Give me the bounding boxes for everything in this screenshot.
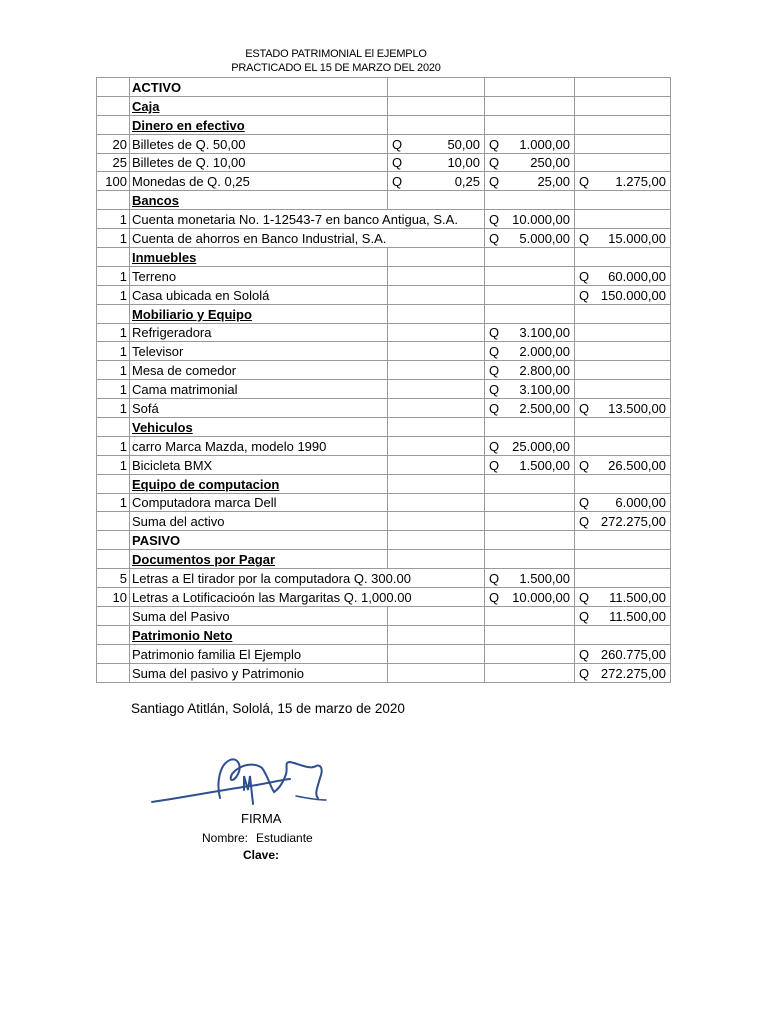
amount-cell xyxy=(575,210,671,229)
quantity-cell: 1 xyxy=(97,380,130,399)
description-cell: Bancos xyxy=(130,191,388,210)
amount-value: 260.775,00 xyxy=(600,646,666,662)
amount-cell xyxy=(485,78,575,97)
amount-cell xyxy=(575,550,671,569)
amount-cell xyxy=(575,134,671,153)
currency-symbol: Q xyxy=(579,231,590,247)
amount-cell xyxy=(575,663,671,682)
currency-symbol: Q xyxy=(489,174,500,190)
amount-cell xyxy=(485,153,575,172)
amount-cell xyxy=(388,191,485,210)
amount-value: 13.500,00 xyxy=(608,401,666,417)
name-label: Nombre: xyxy=(202,831,249,845)
quantity-cell: 25 xyxy=(97,153,130,172)
key-label: Clave: xyxy=(243,848,280,862)
amount-value: 272.275,00 xyxy=(600,665,666,681)
table-row xyxy=(97,134,671,153)
quantity-cell xyxy=(97,191,130,210)
amount-cell xyxy=(575,436,671,455)
currency-symbol: Q xyxy=(579,174,590,190)
amount-cell xyxy=(485,172,575,191)
amount-cell xyxy=(388,153,485,172)
quantity-cell: 1 xyxy=(97,493,130,512)
amount-value: 272.275,00 xyxy=(600,514,666,530)
amount-cell xyxy=(485,323,575,342)
description-cell: Letras a El tirador por la computadora Q. 300.00 xyxy=(130,569,485,588)
currency-symbol: Q xyxy=(579,287,590,303)
description-cell: Inmuebles xyxy=(130,248,388,267)
currency-symbol: Q xyxy=(489,136,500,152)
table-row xyxy=(97,304,671,323)
description-cell: Refrigeradora xyxy=(130,323,388,342)
balance-sheet-body xyxy=(97,78,671,683)
amount-cell xyxy=(485,96,575,115)
amount-cell xyxy=(485,531,575,550)
table-row xyxy=(97,210,671,229)
quantity-cell: 1 xyxy=(97,455,130,474)
amount-cell xyxy=(485,191,575,210)
amount-cell xyxy=(575,266,671,285)
amount-cell xyxy=(485,606,575,625)
currency-symbol: Q xyxy=(489,363,500,379)
amount-cell xyxy=(388,115,485,134)
amount-cell xyxy=(485,285,575,304)
table-row xyxy=(97,436,671,455)
table-row xyxy=(97,493,671,512)
amount-cell xyxy=(388,531,485,550)
table-row xyxy=(97,96,671,115)
amount-cell xyxy=(575,474,671,493)
quantity-cell xyxy=(97,418,130,437)
amount-cell xyxy=(388,285,485,304)
amount-cell xyxy=(575,153,671,172)
description-cell: Billetes de Q. 10,00 xyxy=(130,153,388,172)
quantity-cell xyxy=(97,663,130,682)
amount-cell xyxy=(485,134,575,153)
table-row xyxy=(97,266,671,285)
quantity-cell xyxy=(97,78,130,97)
amount-cell xyxy=(388,455,485,474)
currency-symbol: Q xyxy=(489,325,500,341)
description-cell: Computadora marca Dell xyxy=(130,493,388,512)
amount-value: 25,00 xyxy=(537,174,570,190)
quantity-cell: 1 xyxy=(97,266,130,285)
statement-title: ESTADO PATRIMONIAL El EJEMPLO xyxy=(245,48,427,60)
amount-cell xyxy=(388,96,485,115)
statement-subtitle: PRACTICADO EL 15 DE MARZO DEL 2020 xyxy=(231,62,441,74)
quantity-cell: 1 xyxy=(97,342,130,361)
amount-cell xyxy=(575,512,671,531)
table-row xyxy=(97,78,671,97)
amount-cell xyxy=(485,210,575,229)
description-cell: Suma del pasivo y Patrimonio xyxy=(130,663,388,682)
amount-value: 1.500,00 xyxy=(519,457,570,473)
table-row xyxy=(97,418,671,437)
table-row xyxy=(97,606,671,625)
table-row xyxy=(97,380,671,399)
table-row xyxy=(97,512,671,531)
quantity-cell xyxy=(97,512,130,531)
description-cell: ACTIVO xyxy=(130,78,388,97)
amount-cell xyxy=(575,644,671,663)
amount-cell xyxy=(575,115,671,134)
quantity-cell xyxy=(97,115,130,134)
amount-cell xyxy=(388,644,485,663)
table-row xyxy=(97,455,671,474)
balance-sheet-table xyxy=(96,77,671,683)
table-row xyxy=(97,399,671,418)
amount-cell xyxy=(485,474,575,493)
amount-cell xyxy=(485,229,575,248)
quantity-cell: 100 xyxy=(97,172,130,191)
amount-cell xyxy=(388,304,485,323)
amount-cell xyxy=(485,569,575,588)
amount-cell xyxy=(575,361,671,380)
description-cell: Patrimonio familia El Ejemplo xyxy=(130,644,388,663)
quantity-cell: 5 xyxy=(97,569,130,588)
currency-symbol: Q xyxy=(579,608,590,624)
amount-value: 10,00 xyxy=(447,155,480,171)
description-cell: Cama matrimonial xyxy=(130,380,388,399)
amount-cell xyxy=(485,625,575,644)
currency-symbol: Q xyxy=(489,155,500,171)
amount-value: 1.500,00 xyxy=(519,571,570,587)
description-cell: Terreno xyxy=(130,266,388,285)
amount-cell xyxy=(575,455,671,474)
amount-cell xyxy=(575,304,671,323)
quantity-cell: 10 xyxy=(97,588,130,607)
description-cell: Suma del Pasivo xyxy=(130,606,388,625)
amount-value: 60.000,00 xyxy=(608,268,666,284)
amount-cell xyxy=(485,248,575,267)
currency-symbol: Q xyxy=(489,231,500,247)
amount-value: 15.000,00 xyxy=(608,231,666,247)
amount-cell xyxy=(388,663,485,682)
amount-cell xyxy=(485,493,575,512)
description-cell: Dinero en efectivo xyxy=(130,115,388,134)
description-cell: Casa ubicada en Sololá xyxy=(130,285,388,304)
amount-cell xyxy=(388,323,485,342)
amount-cell xyxy=(575,399,671,418)
amount-cell xyxy=(485,455,575,474)
table-row xyxy=(97,115,671,134)
currency-symbol: Q xyxy=(489,589,500,605)
amount-cell xyxy=(575,380,671,399)
amount-cell xyxy=(388,172,485,191)
table-row xyxy=(97,625,671,644)
table-row xyxy=(97,229,671,248)
amount-cell xyxy=(388,418,485,437)
currency-symbol: Q xyxy=(579,401,590,417)
table-row xyxy=(97,663,671,682)
quantity-cell: 1 xyxy=(97,210,130,229)
amount-cell xyxy=(575,606,671,625)
quantity-cell xyxy=(97,644,130,663)
amount-cell xyxy=(388,512,485,531)
amount-value: 2.000,00 xyxy=(519,344,570,360)
amount-cell xyxy=(388,134,485,153)
quantity-cell xyxy=(97,248,130,267)
amount-cell xyxy=(485,512,575,531)
table-row xyxy=(97,531,671,550)
table-row xyxy=(97,474,671,493)
amount-cell xyxy=(388,380,485,399)
amount-cell xyxy=(388,248,485,267)
amount-cell xyxy=(485,550,575,569)
table-row xyxy=(97,285,671,304)
amount-value: 11.500,00 xyxy=(609,608,666,624)
amount-cell xyxy=(575,285,671,304)
amount-cell xyxy=(575,323,671,342)
amount-value: 6.000,00 xyxy=(615,495,666,511)
amount-cell xyxy=(388,606,485,625)
amount-value: 0,25 xyxy=(454,174,480,190)
amount-cell xyxy=(575,191,671,210)
amount-cell xyxy=(388,78,485,97)
currency-symbol: Q xyxy=(579,495,590,511)
description-cell: Mesa de comedor xyxy=(130,361,388,380)
description-cell: Equipo de computacion xyxy=(130,474,388,493)
description-cell: Monedas de Q. 0,25 xyxy=(130,172,388,191)
amount-cell xyxy=(575,229,671,248)
amount-cell xyxy=(575,172,671,191)
amount-cell xyxy=(485,266,575,285)
currency-symbol: Q xyxy=(579,665,590,681)
amount-cell xyxy=(575,96,671,115)
amount-cell xyxy=(575,78,671,97)
quantity-cell xyxy=(97,550,130,569)
currency-symbol: Q xyxy=(579,457,590,473)
table-row xyxy=(97,172,671,191)
amount-cell xyxy=(388,493,485,512)
currency-symbol: Q xyxy=(392,174,403,190)
currency-symbol: Q xyxy=(579,514,590,530)
currency-symbol: Q xyxy=(579,589,590,605)
amount-value: 50,00 xyxy=(447,136,480,152)
description-cell: Letras a Lotificacioón las Margaritas Q. 1,000.00 xyxy=(130,588,485,607)
quantity-cell: 1 xyxy=(97,285,130,304)
amount-cell xyxy=(388,436,485,455)
amount-value: 25.000,00 xyxy=(512,438,570,454)
currency-symbol: Q xyxy=(489,457,500,473)
currency-symbol: Q xyxy=(489,438,500,454)
currency-symbol: Q xyxy=(392,155,403,171)
table-row xyxy=(97,588,671,607)
description-cell: Mobiliario y Equipo xyxy=(130,304,388,323)
amount-cell xyxy=(388,266,485,285)
amount-cell xyxy=(388,625,485,644)
table-row xyxy=(97,342,671,361)
amount-value: 1.275,00 xyxy=(615,174,666,190)
place-date: Santiago Atitlán, Sololá, 15 de marzo de 2020 xyxy=(131,701,405,716)
description-cell: Cuenta monetaria No. 1-12543-7 en banco Antigua, S.A. xyxy=(130,210,485,229)
currency-symbol: Q xyxy=(489,382,500,398)
currency-symbol: Q xyxy=(489,344,500,360)
quantity-cell: 1 xyxy=(97,229,130,248)
amount-cell xyxy=(485,399,575,418)
amount-cell xyxy=(485,663,575,682)
currency-symbol: Q xyxy=(489,571,500,587)
quantity-cell: 1 xyxy=(97,323,130,342)
amount-value: 10.000,00 xyxy=(512,589,570,605)
amount-cell xyxy=(575,418,671,437)
amount-value: 250,00 xyxy=(530,155,570,171)
quantity-cell: 1 xyxy=(97,399,130,418)
description-cell: Suma del activo xyxy=(130,512,388,531)
table-row xyxy=(97,569,671,588)
amount-value: 2.500,00 xyxy=(519,401,570,417)
amount-cell xyxy=(575,342,671,361)
amount-value: 1.000,00 xyxy=(519,136,570,152)
amount-cell xyxy=(388,361,485,380)
table-row xyxy=(97,644,671,663)
amount-cell xyxy=(575,248,671,267)
amount-value: 26.500,00 xyxy=(608,457,666,473)
amount-value: 11.500,00 xyxy=(609,589,666,605)
description-cell: Documentos por Pagar xyxy=(130,550,388,569)
description-cell: Vehiculos xyxy=(130,418,388,437)
amount-value: 2.800,00 xyxy=(519,363,570,379)
amount-cell xyxy=(575,531,671,550)
amount-cell xyxy=(388,550,485,569)
description-cell: Sofá xyxy=(130,399,388,418)
amount-cell xyxy=(485,418,575,437)
description-cell: carro Marca Mazda, modelo 1990 xyxy=(130,436,388,455)
currency-symbol: Q xyxy=(489,212,500,228)
amount-cell xyxy=(485,380,575,399)
description-cell: Bicicleta BMX xyxy=(130,455,388,474)
amount-cell xyxy=(575,588,671,607)
amount-cell xyxy=(485,304,575,323)
quantity-cell xyxy=(97,625,130,644)
amount-cell xyxy=(575,625,671,644)
name-line xyxy=(202,831,313,845)
quantity-cell: 1 xyxy=(97,361,130,380)
name-value: Estudiante xyxy=(256,831,313,845)
currency-symbol: Q xyxy=(579,646,590,662)
amount-value: 3.100,00 xyxy=(519,382,570,398)
amount-cell xyxy=(575,569,671,588)
description-cell: PASIVO xyxy=(130,531,388,550)
table-row xyxy=(97,153,671,172)
amount-cell xyxy=(485,361,575,380)
amount-cell xyxy=(485,342,575,361)
description-cell: Televisor xyxy=(130,342,388,361)
amount-cell xyxy=(485,115,575,134)
currency-symbol: Q xyxy=(489,401,500,417)
amount-value: 150.000,00 xyxy=(600,287,666,303)
quantity-cell xyxy=(97,606,130,625)
signature-label: FIRMA xyxy=(241,811,282,826)
table-row xyxy=(97,361,671,380)
description-cell: Billetes de Q. 50,00 xyxy=(130,134,388,153)
description-cell: Patrimonio Neto xyxy=(130,625,388,644)
description-cell: Caja xyxy=(130,96,388,115)
table-row xyxy=(97,323,671,342)
quantity-cell xyxy=(97,304,130,323)
amount-value: 10.000,00 xyxy=(512,212,570,228)
quantity-cell: 1 xyxy=(97,436,130,455)
amount-cell xyxy=(485,436,575,455)
amount-value: 3.100,00 xyxy=(519,325,570,341)
quantity-cell xyxy=(97,96,130,115)
table-row xyxy=(97,248,671,267)
amount-cell xyxy=(575,493,671,512)
amount-cell xyxy=(485,588,575,607)
amount-cell xyxy=(485,644,575,663)
description-cell: Cuenta de ahorros en Banco Industrial, S.A. xyxy=(130,229,485,248)
table-row xyxy=(97,191,671,210)
quantity-cell xyxy=(97,531,130,550)
quantity-cell xyxy=(97,474,130,493)
amount-cell xyxy=(388,342,485,361)
amount-value: 5.000,00 xyxy=(519,231,570,247)
quantity-cell: 20 xyxy=(97,134,130,153)
currency-symbol: Q xyxy=(579,268,590,284)
table-row xyxy=(97,550,671,569)
currency-symbol: Q xyxy=(392,136,403,152)
amount-cell xyxy=(388,474,485,493)
amount-cell xyxy=(388,399,485,418)
